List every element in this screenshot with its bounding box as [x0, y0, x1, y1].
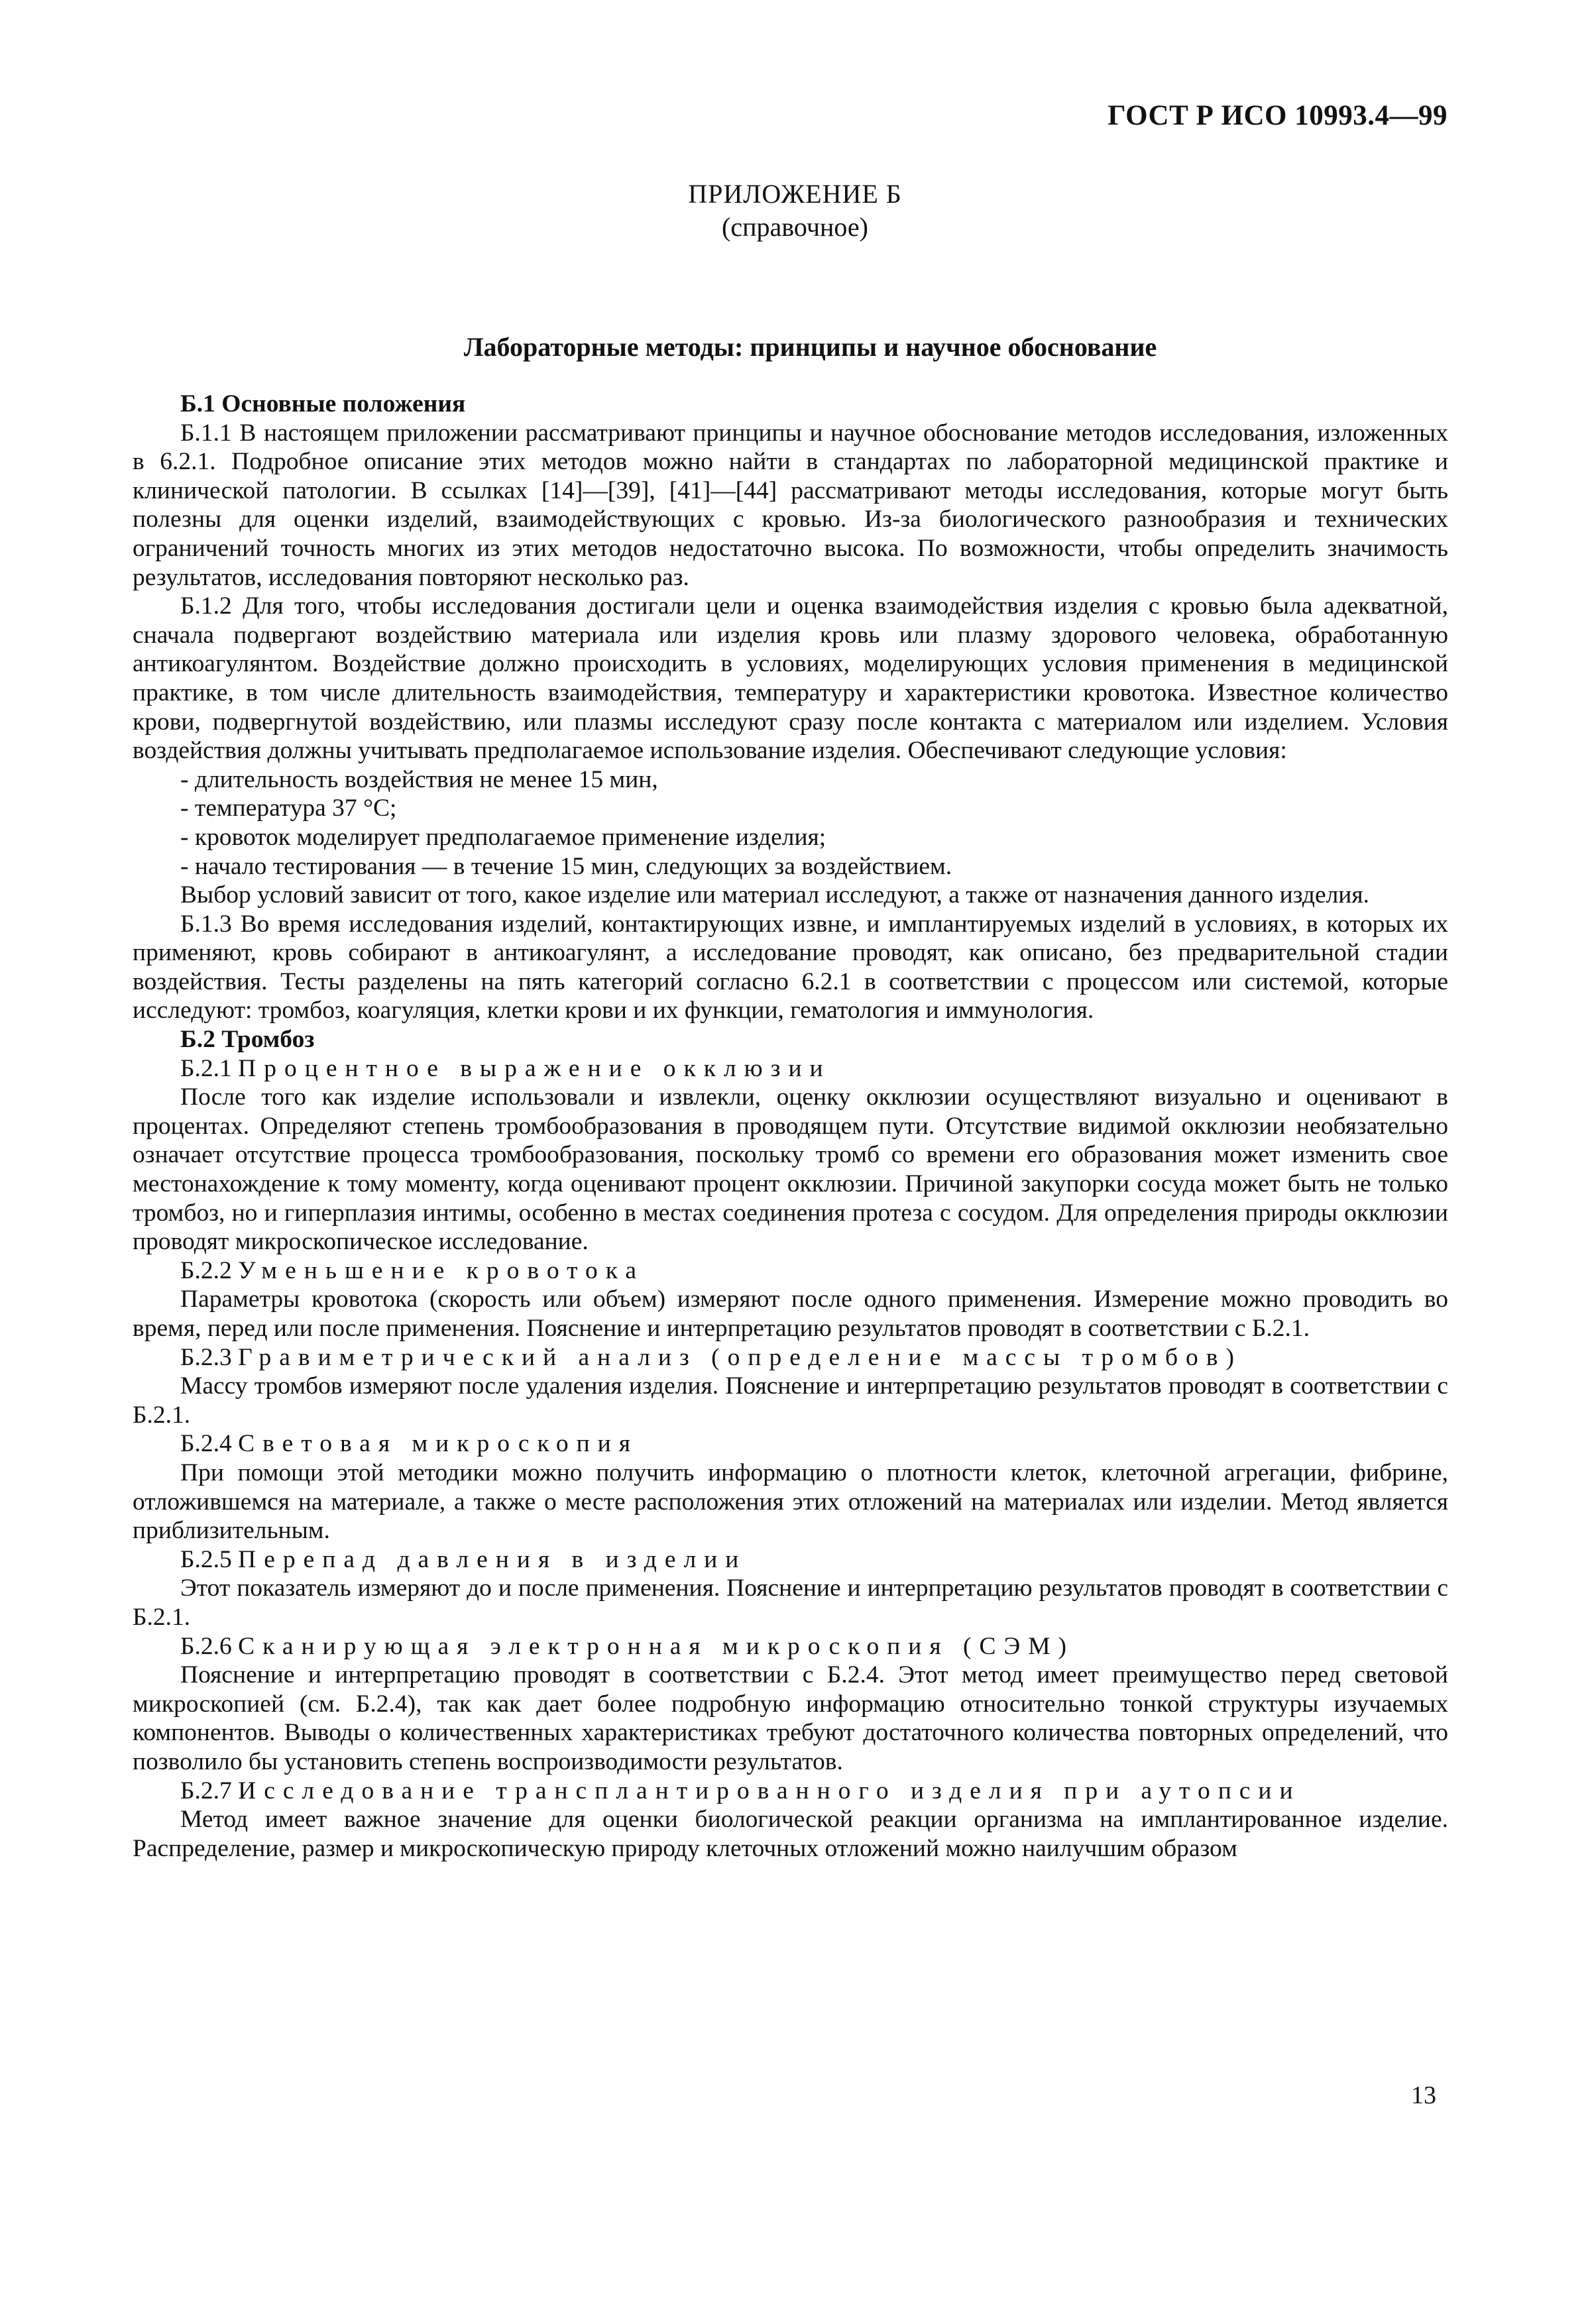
- appendix-title: ПРИЛОЖЕНИЕ Б: [688, 179, 902, 209]
- subsection-heading-b2-5: [133, 1545, 1448, 1575]
- subsection-number: Б.2.3: [180, 1343, 232, 1371]
- main-title: Лабораторные методы: принципы и научное обоснование: [463, 332, 1157, 362]
- subsection-heading-b2-4: [133, 1429, 1448, 1459]
- paragraph-b2-2: Параметры кровотока (скорость или объем) измеряют после одного применения. Измерение можно проводить во время, перед или после применения. Пояснение и интерпретацию результатов проводят в соответствии с Б.2.1.: [133, 1286, 1448, 1342]
- subsection-title: Гравиметрический анализ (определение массы тромбов): [238, 1343, 1242, 1371]
- paragraph-b2-4: При помощи этой методики можно получить информацию о плотности клеток, клеточной агрегации, фибрине, отложившемся на материале, а также о месте расположения этих отложений на материалах или изделии. Метод является приблизительным.: [133, 1459, 1448, 1545]
- subsection-title: Световая микроскопия: [238, 1430, 638, 1458]
- subsection-number: Б.2.1: [180, 1054, 232, 1082]
- subsection-number: Б.2.2: [180, 1256, 232, 1284]
- paragraph-b2-1: После того как изделие использовали и извлекли, оценку окклюзии осуществляют визуально и оценивают в процентах. Определяют степень тромбообразования в проводящем пути. Отсутствие видимой окклюзии необязательно означает отсутствие процесса тромбообразования, поскольку тромб со времени его образования может изменить свое местонахождение к тому моменту, когда оценивают процент окклюзии. Причиной закупорки сосуда может быть не только тромбоз, но и гиперплазия интимы, особенно в местах соединения протеза с сосудом. Для определения природы окклюзии проводят микроскопическое исследование.: [133, 1083, 1448, 1256]
- subsection-heading-b2-6: [133, 1632, 1448, 1661]
- appendix-header: [0, 178, 1590, 244]
- subsection-title: Сканирующая электронная микроскопия (СЭМ): [238, 1632, 1075, 1660]
- subsection-number: Б.2.7: [180, 1777, 232, 1804]
- paragraph-b1-2: Б.1.2 Для того, чтобы исследования достигали цели и оценка взаимодействия изделия с кровью была адекватной, сначала подвергают воздействию материала или изделия кровь или плазму здорового человека, обработанную антикоагулянтом. Воздействие должно происходить в условиях, моделирующих условия применения в медицинской практике, в том числе длительность взаимодействия, температуру и характеристики кровотока. Известное количество крови, подвергнутой воздействию, или плазмы исследуют сразу после контакта с материалом или изделием. Условия воздействия должны учитывать предполагаемое использование изделия. Обеспечивают следующие условия:: [133, 592, 1448, 765]
- paragraph-b1-1: Б.1.1 В настоящем приложении рассматривают принципы и научное обоснование методов исследования, изложенных в 6.2.1. Подробное описание этих методов можно найти в стандартах по лабораторной медицинской практике и клинической патологии. В ссылках [14]—[39], [41]—[44] рассматривают методы исследования, которые могут быть полезны для оценки изделий, взаимодействующих с кровью. Из-за биологического разнообразия и технических ограничений точность многих из этих методов недостаточно высока. По возможности, чтобы определить значимость результатов, исследования повторяют несколько раз.: [133, 419, 1448, 591]
- paragraph-b1-3: Б.1.3 Во время исследования изделий, контактирующих извне, и имплантируемых изделий в условиях, в которых их применяют, кровь собирают в антикоагулянт, а исследование проводят, как описано, без предварительной стадии воздействия. Тесты разделены на пять категорий согласно 6.2.1 в соответствии с процессом или системой, которые исследуют: тромбоз, коагуляция, клетки крови и их функции, гематология и иммунология.: [133, 910, 1448, 1024]
- appendix-subtitle: (справочное): [722, 212, 868, 242]
- paragraph-b1-conditions: Выбор условий зависит от того, какое изделие или материал исследуют, а также от назначения данного изделия.: [180, 881, 1369, 909]
- subsection-title: Перепад давления в изделии: [238, 1545, 747, 1573]
- subsection-title: Процентное выражение окклюзии: [238, 1054, 831, 1082]
- document-code: ГОСТ Р ИСО 10993.4—99: [1107, 100, 1448, 131]
- section-heading-b2: Б.2 Тромбоз: [180, 1026, 315, 1054]
- paragraph-b2-3: Массу тромбов измеряют после удаления изделия. Пояснение и интерпретацию результатов проводят в соответствии с Б.2.1.: [133, 1372, 1448, 1429]
- page-number: 13: [1411, 2081, 1436, 2109]
- list-item: - температура 37 °С;: [180, 795, 397, 822]
- subsection-number: Б.2.6: [180, 1632, 232, 1660]
- section-heading-b1: Б.1 Основные положения: [180, 390, 466, 417]
- subsection-heading-b2-3: [133, 1343, 1448, 1372]
- subsection-heading-b2-2: [133, 1256, 1448, 1286]
- paragraph-b2-7: Метод имеет важное значение для оценки биологической реакции организма на имплантированное изделие. Распределение, размер и микроскопическую природу клеточных отложений можно наилучшим образом: [133, 1806, 1448, 1862]
- subsection-heading-b2-1: [133, 1054, 1448, 1083]
- list-item: - начало тестирования — в течение 15 мин, следующих за воздействием.: [180, 852, 952, 880]
- list-item: - кровоток моделирует предполагаемое применение изделия;: [180, 823, 826, 851]
- subsection-heading-b2-7: [133, 1777, 1448, 1806]
- subsection-title: Исследование трансплантированного изделия при аутопсии: [238, 1777, 1301, 1804]
- paragraph-b2-5: Этот показатель измеряют до и после применения. Пояснение и интерпретацию результатов проводят в соответствии с Б.2.1.: [133, 1575, 1448, 1631]
- subsection-number: Б.2.4: [180, 1430, 232, 1458]
- subsection-number: Б.2.5: [180, 1545, 232, 1573]
- list-item: - длительность воздействия не менее 15 мин,: [180, 765, 658, 793]
- subsection-title: Уменьшение кровотока: [238, 1256, 645, 1284]
- paragraph-b2-6: Пояснение и интерпретацию проводят в соответствии с Б.2.4. Этот метод имеет преимущество перед световой микроскопией (см. Б.2.4), так как дает более подробную информацию относительно тонкой структуры изучаемых компонентов. Выводы о количественных характеристиках требуют достаточного количества повторных определений, что позволило бы установить степень воспроизводимости результатов.: [133, 1661, 1448, 1775]
- document-body: [133, 390, 1448, 1863]
